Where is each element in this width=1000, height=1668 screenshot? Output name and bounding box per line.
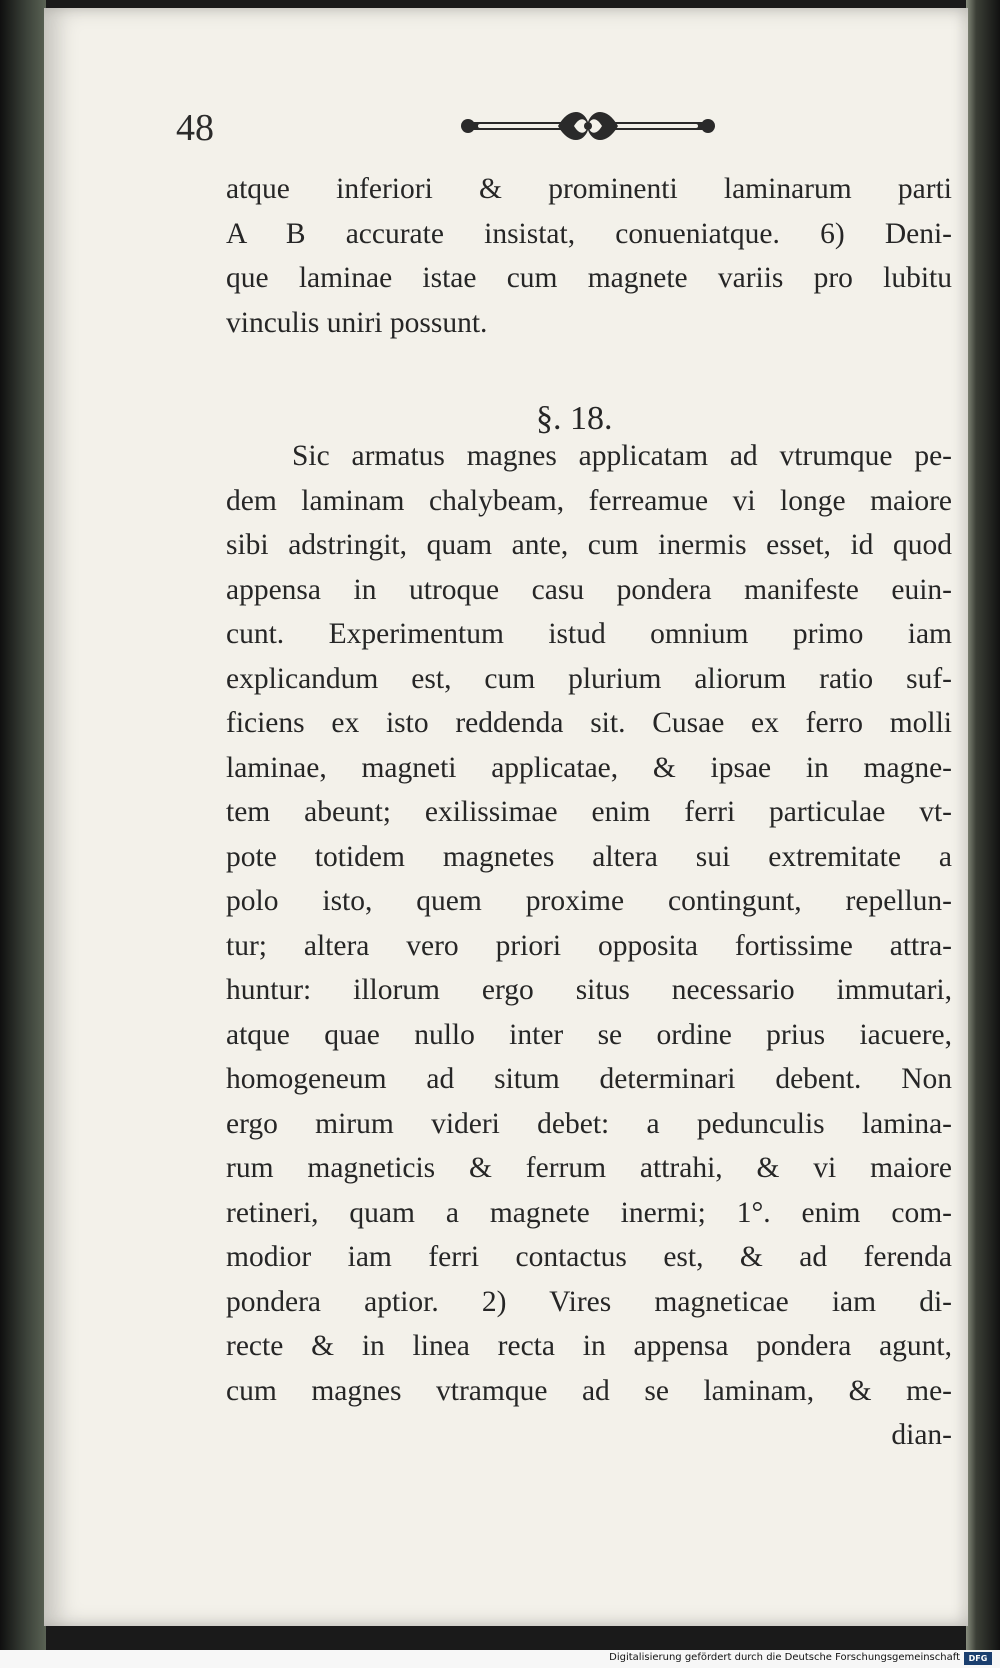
text-line: laminae, magneti applicatae, & ipsae in magne- xyxy=(226,751,952,784)
text-line: ergo mirum videri debet: a pedunculis lamina- xyxy=(226,1107,952,1140)
text-line: homogeneum ad situm determinari debent. Non xyxy=(226,1063,952,1095)
text-line: cum magnes vtramque ad se laminam, & me- xyxy=(226,1374,952,1407)
header-ornament xyxy=(458,104,718,150)
dfg-logo: DFG xyxy=(964,1652,992,1665)
text-line: cunt. Experimentum istud omnium primo iam xyxy=(226,618,952,650)
text-line: vinculis uniri possunt. xyxy=(226,306,488,339)
text-line: polo isto, quem proxime contingunt, repellun- xyxy=(226,885,952,917)
book-right-edge xyxy=(966,0,1000,1668)
section-spacer xyxy=(226,345,952,390)
text-line: ficiens ex isto reddenda sit. Cusae ex ferro molli xyxy=(226,707,952,739)
text-line: pondera aptior. 2) Vires magneticae iam di- xyxy=(226,1285,952,1318)
page-text xyxy=(226,167,952,1458)
section-heading: §. 18. xyxy=(536,400,613,437)
text-line: retineri, quam a magnete inermi; 1°. enim com- xyxy=(226,1196,952,1229)
text-line: que laminae istae cum magnete variis pro lubitu xyxy=(226,262,952,294)
text-line: tur; altera vero priori opposita fortissime attra- xyxy=(226,929,952,962)
text-line: appensa in utroque casu pondera manifeste euin- xyxy=(226,573,952,606)
page-number: 48 xyxy=(176,107,214,149)
text-line: huntur: illorum ergo situs necessario immutari, xyxy=(226,974,952,1006)
text-line: A B accurate insistat, conueniatque. 6) Deni- xyxy=(226,217,952,250)
text-line: pote totidem magnetes altera sui extremitate a xyxy=(226,840,952,873)
text-line: dem laminam chalybeam, ferreamue vi longe maiore xyxy=(226,484,952,517)
book-left-edge xyxy=(0,0,46,1668)
text-line: sibi adstringit, quam ante, cum inermis esset, id quod xyxy=(226,529,952,561)
text-line: atque quae nullo inter se ordine prius iacuere, xyxy=(226,1018,952,1051)
text-line: Sic armatus magnes applicatam ad vtrumque pe- xyxy=(292,440,952,472)
footer-credit: Digitalisierung gefördert durch die Deutsche Forschungsgemeinschaft xyxy=(609,1652,960,1663)
catchword: dian- xyxy=(891,1419,952,1451)
text-line: atque inferiori & prominenti laminarum parti xyxy=(226,173,952,205)
text-line: rum magneticis & ferrum attrahi, & vi maiore xyxy=(226,1152,952,1184)
text-line: recte & in linea recta in appensa pondera agunt, xyxy=(226,1330,952,1362)
text-line: tem abeunt; exilissimae enim ferri particulae vt- xyxy=(226,796,952,828)
text-line: explicandum est, cum plurium aliorum ratio suf- xyxy=(226,662,952,695)
text-line: modior iam ferri contactus est, & ad ferenda xyxy=(226,1241,952,1273)
